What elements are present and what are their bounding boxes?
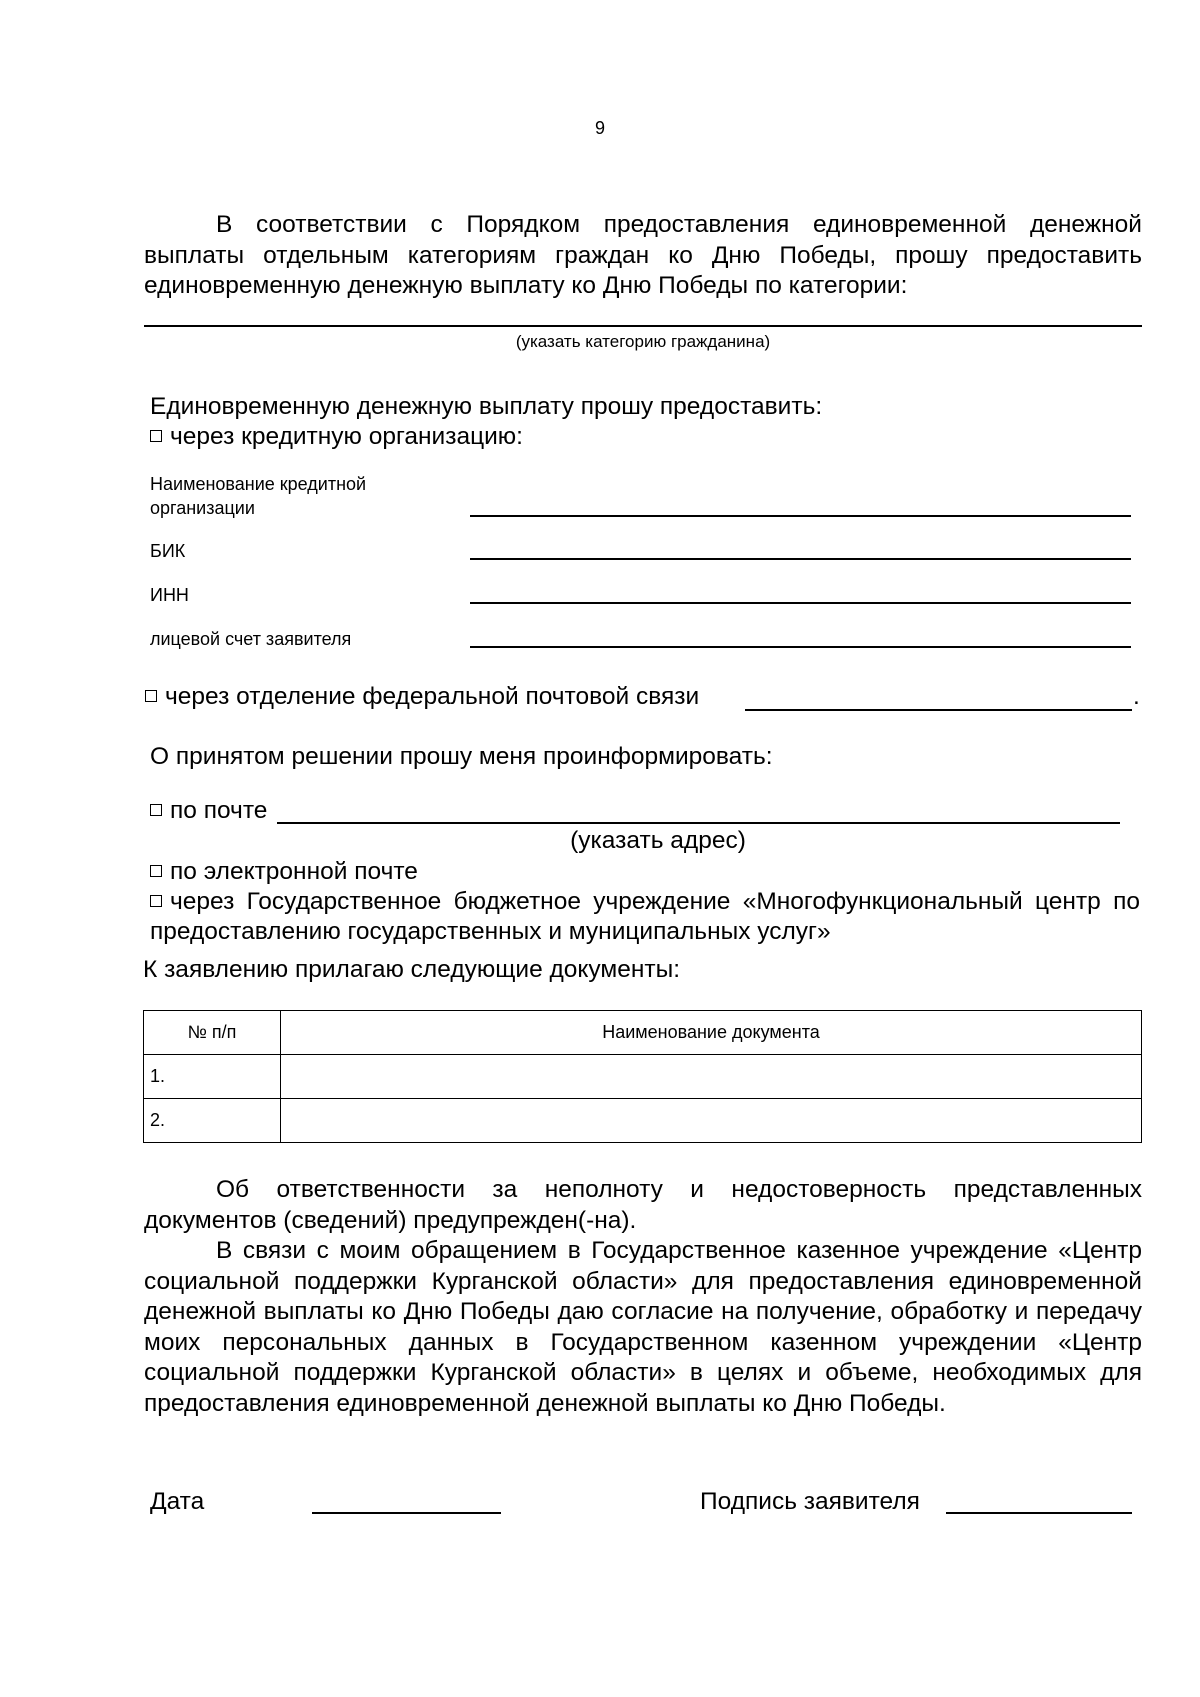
table-header-row <box>144 1011 1142 1055</box>
option-mail[interactable] <box>150 796 267 826</box>
checkbox-post-office[interactable] <box>145 690 157 702</box>
checkbox-mfc[interactable] <box>150 895 162 907</box>
payment-heading: Единовременную денежную выплату прошу предоставить: <box>150 393 823 420</box>
option-email[interactable] <box>150 857 418 887</box>
mail-address-field[interactable] <box>277 822 1120 824</box>
date-label: Дата <box>150 1488 205 1515</box>
checkbox-mail[interactable] <box>150 804 162 816</box>
table-cell[interactable] <box>281 1099 1142 1143</box>
documents-table <box>143 1010 1142 1143</box>
inn-label: ИНН <box>150 585 189 605</box>
checkbox-email[interactable] <box>150 865 162 877</box>
address-caption: (указать адрес) <box>570 827 746 854</box>
intro-text: В соответствии с Порядком предоставления единовременной денежной выплаты отдельным категориям граждан ко Дню Победы, прошу предоставить единовременную денежную выплату ко Дню Победы по категории: <box>144 211 1142 299</box>
table-row <box>144 1055 1142 1099</box>
bank-name-field[interactable] <box>470 515 1131 517</box>
account-field[interactable] <box>470 646 1131 648</box>
declarations-paragraph <box>144 1175 1142 1419</box>
date-field[interactable] <box>312 1512 501 1514</box>
bik-label: БИК <box>150 541 186 561</box>
inform-heading: О принятом решении прошу меня проинформировать: <box>150 743 773 770</box>
table-header-cell: № п/п <box>144 1011 281 1055</box>
category-field[interactable] <box>144 325 1142 327</box>
table-cell[interactable] <box>281 1055 1142 1099</box>
category-caption: (указать категорию гражданина) <box>515 332 771 351</box>
option-post-office[interactable] <box>145 682 699 712</box>
option-bank-label: через кредитную организацию: <box>170 423 523 450</box>
intro-paragraph <box>144 210 1142 302</box>
option-mail-label: по почте <box>170 797 268 824</box>
attachments-heading: К заявлению прилагаю следующие документы: <box>143 956 681 983</box>
option-mfc[interactable] <box>150 887 1140 947</box>
checkbox-bank[interactable] <box>150 430 162 442</box>
signature-label: Подпись заявителя <box>700 1488 920 1515</box>
post-office-field[interactable] <box>745 709 1132 711</box>
inn-field[interactable] <box>470 602 1131 604</box>
table-cell: 2. <box>144 1099 281 1143</box>
signature-field[interactable] <box>946 1512 1132 1514</box>
option-post-office-label: через отделение федеральной почтовой связи <box>165 683 700 710</box>
account-label: лицевой счет заявителя <box>150 629 352 649</box>
option-mfc-label: через Государственное бюджетное учреждение «Многофункциональный центр по предоставлению государственных и муниципальных услуг» <box>150 888 1140 945</box>
table-row <box>144 1099 1142 1143</box>
table-header-cell: Наименование документа <box>281 1011 1142 1055</box>
responsibility-text: Об ответственности за неполноту и недостоверность представленных документов (сведений) предупрежден(-на). <box>144 1176 1142 1234</box>
post-office-period: . <box>1133 683 1140 710</box>
bank-name-label: Наименование кредитной организации <box>150 474 367 518</box>
consent-text: В связи с моим обращением в Государственное казенное учреждение «Центр социальной поддержки Курганской области» для предоставления единовременной денежной выплаты ко Дню Победы даю согласие на получение, обработку и передачу моих персональных данных в Государственном казенном учреждении «Центр социальной поддержки Курганской области» в целях и объеме, необходимых для предоставления единовременной денежной выплаты ко Дню Победы. <box>144 1237 1142 1417</box>
table-cell: 1. <box>144 1055 281 1099</box>
option-bank[interactable] <box>150 422 523 452</box>
option-email-label: по электронной почте <box>170 858 418 885</box>
page-number: 9 <box>594 118 605 138</box>
bik-field[interactable] <box>470 558 1131 560</box>
